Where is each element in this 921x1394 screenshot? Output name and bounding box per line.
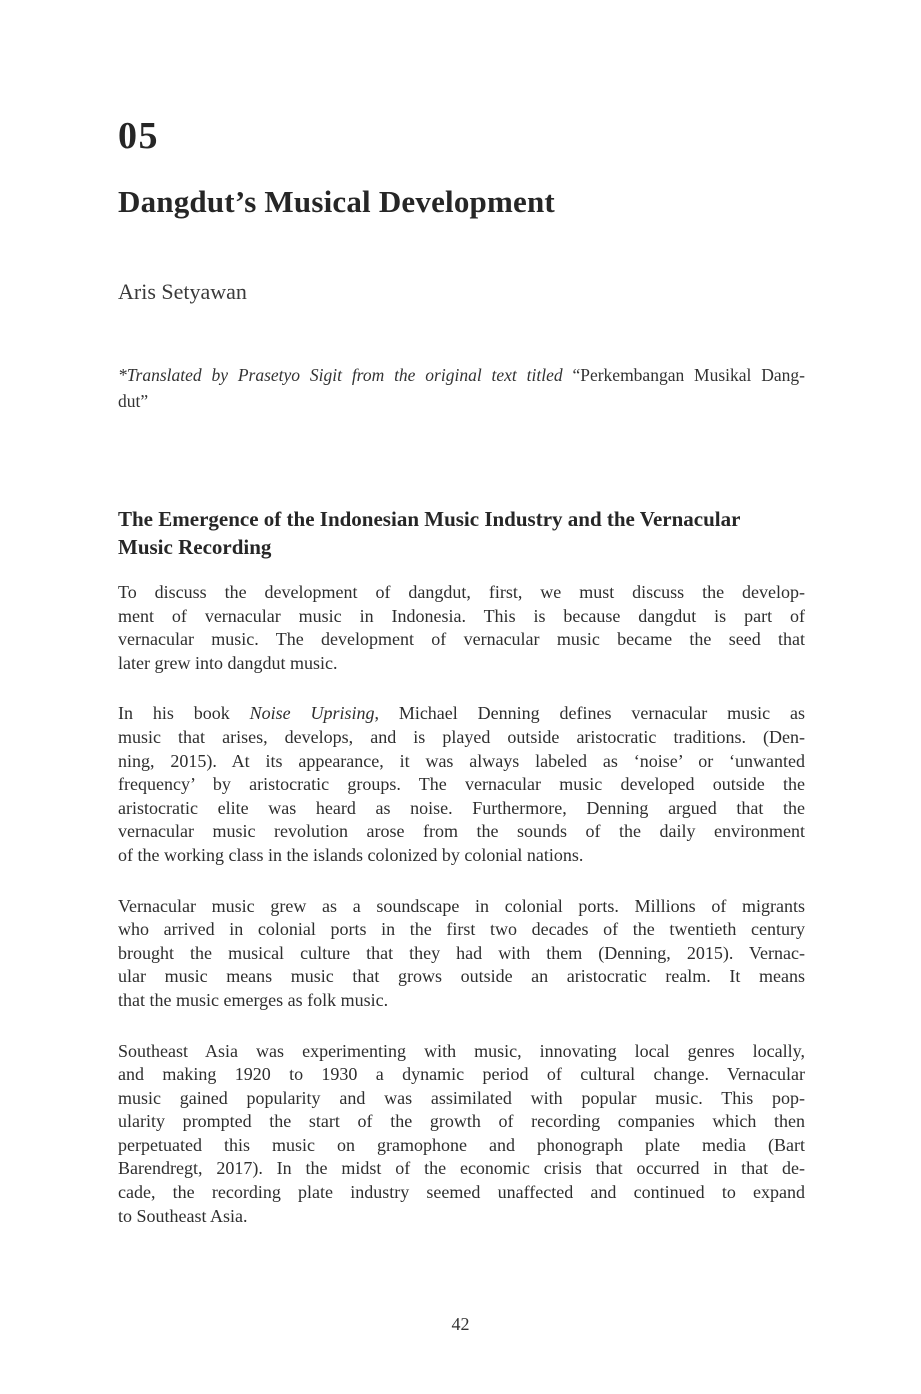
text-line (118, 534, 805, 562)
text-segment: that the music emerges as folk music. (118, 989, 389, 1010)
text-segment: perpetuated this music on gramophone and phonograph plate media (Bart (118, 1134, 805, 1155)
text-segment: of the working class in the islands colonized by colonial nations. (118, 844, 584, 865)
text-segment: frequency’ by aristocratic groups. The vernacular music developed outside the (118, 774, 805, 795)
text-line (118, 1205, 805, 1229)
section-heading-text (118, 506, 805, 561)
text-segment: Barendregt, 2017). In the midst of the economic crisis that occurred in that de- (118, 1158, 805, 1179)
text-line (118, 628, 805, 652)
chapter-number: 05 (118, 115, 159, 157)
paragraph (118, 581, 805, 675)
text-line (118, 388, 805, 414)
text-line (118, 1063, 805, 1087)
text-segment: who arrived in colonial ports in the first two decades of the twentieth century (118, 919, 805, 940)
text-segment: Vernacular music grew as a soundscape in colonial ports. Millions of migrants (118, 895, 805, 916)
text-line (118, 773, 805, 797)
text-segment: and making 1920 to 1930 a dynamic period of cultural change. Vernacular (118, 1064, 805, 1085)
text-line (118, 820, 805, 844)
text-segment: aristocratic elite was heard as noise. Furthermore, Denning argued that the (118, 797, 805, 818)
text-line (118, 942, 805, 966)
text-segment: Music Recording (118, 534, 272, 559)
text-segment: vernacular music. The development of vernacular music became the seed that (118, 629, 805, 650)
text-line (118, 750, 805, 774)
text-line (118, 1181, 805, 1205)
text-segment: ular music means music that grows outside an aristocratic realm. It means (118, 966, 805, 987)
chapter-title: Dangdut’s Musical Development (118, 184, 555, 219)
text-segment: music gained popularity and was assimilated with popular music. This pop- (118, 1087, 805, 1108)
text-line (118, 844, 805, 868)
text-segment: To discuss the development of dangdut, first, we must discuss the develop- (118, 582, 805, 602)
text-line (118, 965, 805, 989)
text-segment: to Southeast Asia. (118, 1205, 248, 1226)
text-segment: cade, the recording plate industry seemed unaffected and continued to expand (118, 1182, 805, 1203)
text-line (118, 1157, 805, 1181)
text-segment: dut” (118, 391, 149, 411)
text-line (118, 1087, 805, 1111)
text-line (118, 797, 805, 821)
italic-text-segment: *Translated by Prasetyo Sigit from the original text titled (118, 365, 573, 385)
text-segment: ularity prompted the start of the growth of recording companies which then (118, 1111, 805, 1132)
text-segment: ment of vernacular music in Indonesia. This is because dangdut is part of (118, 605, 805, 626)
text-line (118, 1134, 805, 1158)
text-segment: ning, 2015). At its appearance, it was always labeled as ‘noise’ or ‘unwanted (118, 750, 805, 771)
text-line (118, 702, 805, 726)
text-segment: , Michael Denning defines vernacular music as (374, 703, 805, 724)
text-line (118, 726, 805, 750)
translator-note (118, 362, 805, 414)
paragraph (118, 702, 805, 867)
text-line (118, 918, 805, 942)
article-body (118, 581, 805, 1228)
text-segment: vernacular music revolution arose from the sounds of the daily environment (118, 821, 805, 842)
text-line (118, 1110, 805, 1134)
text-segment: music that arises, develops, and is played outside aristocratic traditions. (Den- (118, 726, 805, 747)
text-line (118, 362, 805, 388)
paragraph (118, 895, 805, 1013)
author-name: Aris Setyawan (118, 279, 247, 304)
text-line (118, 989, 805, 1013)
translator-note-paragraph (118, 362, 805, 414)
text-line (118, 652, 805, 676)
text-segment: brought the musical culture that they had with them (Denning, 2015). Vernac- (118, 942, 805, 963)
text-segment: later grew into dangdut music. (118, 652, 338, 673)
text-segment: Southeast Asia was experimenting with music, innovating local genres locally, (118, 1040, 805, 1061)
text-line (118, 895, 805, 919)
italic-text-segment: Noise Uprising (249, 703, 375, 724)
paragraph (118, 1040, 805, 1229)
section-heading (118, 506, 805, 561)
text-line (118, 506, 805, 534)
text-line (118, 581, 805, 605)
text-segment: In his book (118, 703, 250, 724)
text-segment: The Emergence of the Indonesian Music Industry and the Vernacular (118, 507, 741, 531)
page-number: 42 (451, 1314, 470, 1334)
text-segment: “Perkembangan Musikal Dang- (572, 365, 805, 385)
text-line (118, 605, 805, 629)
text-line (118, 1040, 805, 1064)
